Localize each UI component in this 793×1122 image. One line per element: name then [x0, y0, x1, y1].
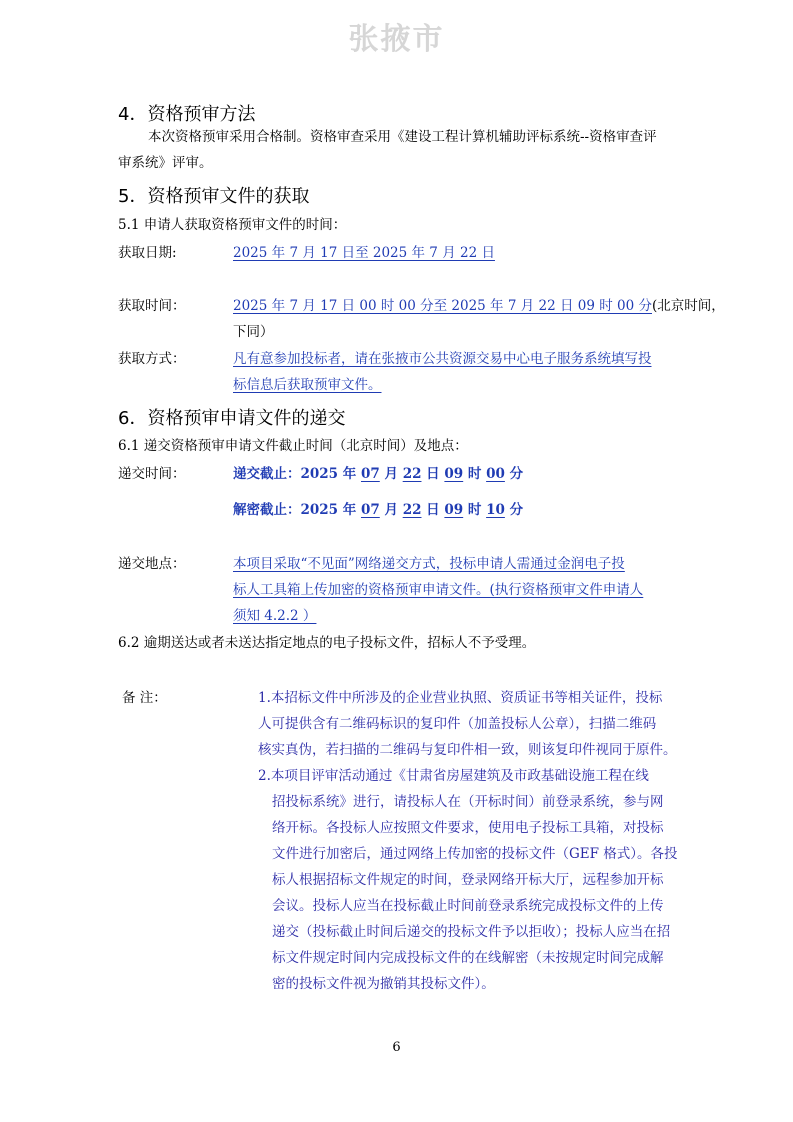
note-line: 会议。投标人应当在投标截止时间前登录系统完成投标文件的上传 [272, 898, 664, 914]
deadline-year: 2025 [300, 466, 339, 482]
acquire-method-line2: 标信息后获取预审文件。 [233, 377, 382, 393]
notes-block [258, 685, 678, 997]
notes-label: 备 注： [122, 690, 167, 706]
unit-hour: 时 [463, 502, 487, 518]
section-4-paragraph-line1: 本次资格预审采用合格制。资格审查采用《建设工程计算机辅助评标系统--资格审查评 [148, 129, 657, 145]
note-line: 密的投标文件视为撤销其投标文件）。 [272, 976, 495, 992]
submit-location-line2: 标人工具箱上传加密的资格预审申请文件。(执行资格预审文件申请人 [233, 582, 644, 598]
unit-minute: 分 [504, 466, 524, 482]
unit-month: 月 [379, 502, 403, 518]
note-line: 标文件规定时间内完成投标文件的在线解密（未按规定时间完成解 [272, 950, 664, 966]
unit-day: 日 [421, 502, 445, 518]
unit-year: 年 [338, 466, 361, 482]
acquire-time-value-line1 [233, 293, 725, 319]
note-line: 招投标系统》进行，请投标人在（开标时间）前登录系统，参与网 [272, 794, 664, 810]
unit-month: 月 [379, 466, 403, 482]
section-6-2-text: 6.2 逾期送达或者未送达指定地点的电子投标文件，招标人不予受理。 [118, 635, 536, 651]
submit-location-label: 递交地点： [118, 556, 186, 572]
section-4-paragraph-line2: 审系统》评审。 [118, 155, 213, 171]
acquire-method-label: 获取方式： [118, 351, 186, 367]
watermark: 张掖市 [348, 22, 445, 57]
note-line: 2.本项目评审活动通过《甘肃省房屋建筑及市政基础设施工程在线 [258, 768, 649, 784]
decrypt-year: 2025 [300, 502, 339, 518]
note-line: 标人根据招标文件规定的时间，登录网络开标大厅，远程参加开标 [272, 872, 664, 888]
acquire-date-value: 2025 年 7 月 17 日至 2025 年 7 月 22 日 [233, 245, 495, 261]
deadline-day: 22 [402, 466, 422, 482]
note-line: 文件进行加密后，通过网络上传加密的投标文件（GEF 格式）。各投 [272, 846, 678, 862]
deadline-minute: 00 [486, 466, 505, 482]
acquire-method-line1: 凡有意参加投标者，请在张掖市公共资源交易中心电子服务系统填写投 [233, 351, 652, 367]
unit-year: 年 [338, 502, 361, 518]
submit-deadline-prefix: 递交截止： [233, 466, 301, 482]
note-line: 递交（投标截止时间后递交的投标文件予以拒收）；投标人应当在招 [272, 924, 671, 940]
section-5-1-text: 5.1 申请人获取资格预审文件的时间： [118, 217, 347, 233]
unit-minute: 分 [504, 502, 524, 518]
submit-time-label: 递交时间： [118, 466, 186, 482]
decrypt-hour: 09 [444, 502, 464, 518]
deadline-month: 07 [360, 466, 380, 482]
note-line: 核实真伪，若扫描的二维码与复印件相一致，则该复印件视同于原件。 [258, 742, 677, 758]
decrypt-minute: 10 [486, 502, 505, 518]
note-line: 人可提供含有二维码标识的复印件（加盖投标人公章），扫描二维码 [258, 716, 657, 732]
decrypt-day: 22 [402, 502, 422, 518]
submit-location-line1: 本项目采取“不见面”网络递交方式，投标申请人需通过金润电子投 [233, 556, 625, 572]
unit-day: 日 [421, 466, 445, 482]
section-5-heading: 5．资格预审文件的获取 [118, 186, 310, 207]
unit-hour: 时 [463, 466, 487, 482]
section-6-1-text: 6.1 递交资格预审申请文件截止时间（北京时间）及地点： [118, 438, 468, 454]
submit-deadline [233, 461, 523, 487]
section-4-heading: 4．资格预审方法 [118, 104, 256, 125]
acquire-date-label: 获取日期: [118, 245, 177, 261]
page-number: 6 [392, 1040, 401, 1055]
acquire-time-suffix: (北京时间， [652, 298, 725, 314]
section-6-heading: 6．资格预审申请文件的递交 [118, 408, 346, 429]
acquire-time-range: 2025 年 7 月 17 日 00 时 00 分至 2025 年 7 月 22 日 09 时 00 分 [233, 298, 652, 314]
submit-location-line3: 须知 4.2.2 ） [233, 608, 317, 624]
deadline-hour: 09 [444, 466, 464, 482]
decrypt-deadline [233, 497, 523, 523]
acquire-time-label: 获取时间： [118, 298, 186, 314]
note-line: 络开标。各投标人应按照文件要求，使用电子投标工具箱，对投标 [272, 820, 664, 836]
acquire-time-value-line2: 下同） [233, 324, 274, 340]
decrypt-deadline-prefix: 解密截止： [233, 502, 301, 518]
decrypt-month: 07 [360, 502, 380, 518]
note-line: 1.本招标文件中所涉及的企业营业执照、资质证书等相关证件，投标 [258, 690, 663, 706]
